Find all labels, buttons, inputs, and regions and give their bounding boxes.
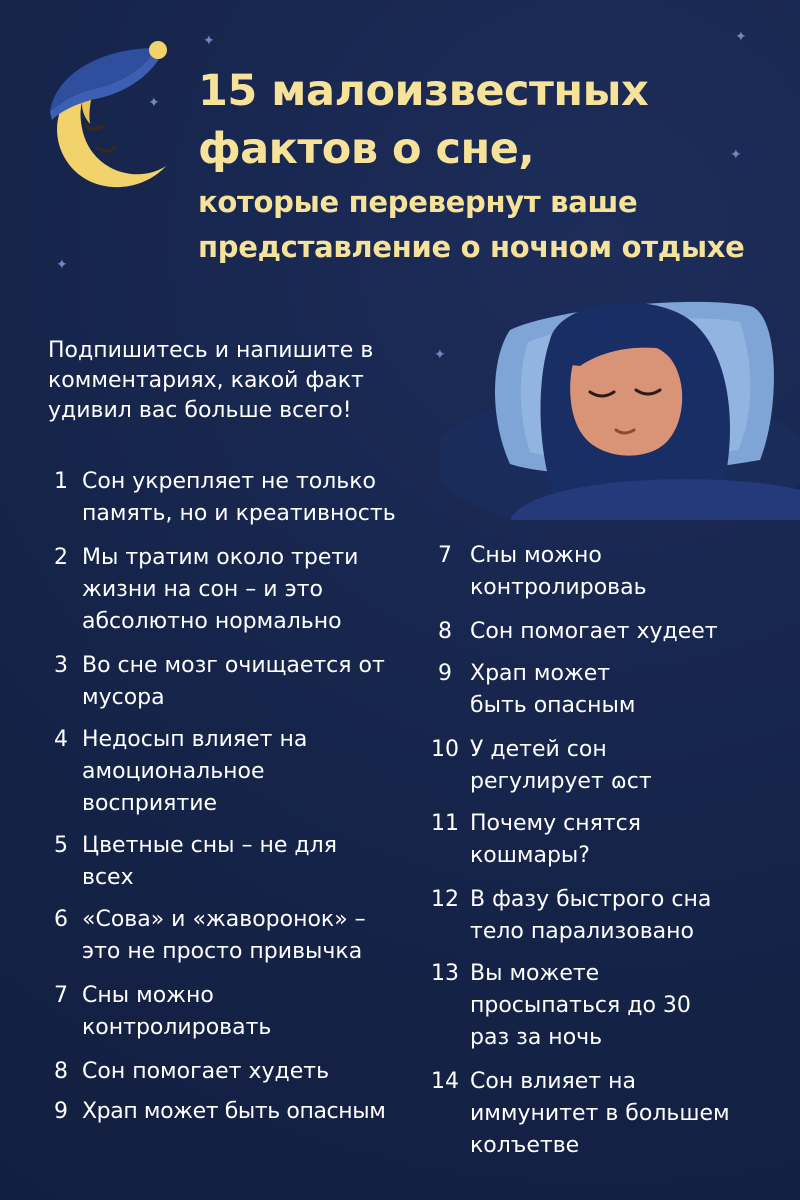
- item-text: Недосып влияет на амоциональное восприятие: [82, 727, 308, 816]
- item-text: Цветные сны – не для всех: [82, 833, 337, 890]
- item-number: 14: [431, 1069, 459, 1094]
- item-number: 7: [438, 543, 452, 568]
- sleeping-woman-illustration: [440, 280, 800, 520]
- list-item: [420, 1066, 800, 1162]
- page-subtitle: которые перевернут ваше представление о ночном отдыхе: [198, 185, 745, 264]
- list-item: [40, 542, 440, 638]
- list-item: [40, 724, 440, 820]
- star-icon: ✦: [735, 29, 747, 45]
- item-number: 7: [54, 983, 68, 1008]
- item-number: 5: [54, 833, 68, 858]
- item-number: 6: [54, 907, 68, 932]
- list-item: [40, 830, 440, 894]
- item-number: 13: [431, 961, 459, 986]
- list-item: [40, 904, 440, 968]
- item-text: Сон влияет на иммунитет в большем колъетве: [470, 1069, 730, 1158]
- item-number: 9: [54, 1099, 68, 1124]
- call-to-action: Подпишитесь и напишите в комментариях, какой факт удивил вас больше всего!: [48, 338, 374, 423]
- list-item: [40, 1096, 440, 1128]
- item-text: Храп может быть опасным: [82, 1099, 386, 1124]
- item-text: Вы можете просыпаться до 30 раз за ночь: [470, 961, 691, 1050]
- item-number: 3: [54, 653, 68, 678]
- list-item: [420, 540, 800, 604]
- star-icon: ✦: [730, 147, 742, 163]
- star-icon: ✦: [56, 257, 68, 273]
- item-text: Мы тратим около трети жизни на сон – и это абсолютно нормально: [82, 545, 359, 634]
- list-item: [40, 980, 440, 1044]
- item-text: Почему снятся кошмары?: [470, 811, 642, 868]
- item-text: У детей сон регулирует ɷст: [470, 737, 652, 794]
- item-number: 11: [431, 811, 459, 836]
- moon-with-nightcap-icon: [38, 38, 188, 198]
- list-item: [40, 466, 440, 530]
- item-number: 10: [431, 737, 459, 762]
- item-text: Во сне мозг очищается от мусора: [82, 653, 385, 710]
- item-number: 2: [54, 545, 68, 570]
- star-icon: ✦: [203, 33, 215, 49]
- list-item: [40, 650, 440, 714]
- item-number: 9: [438, 661, 452, 686]
- item-number: 8: [54, 1059, 68, 1084]
- list-item: [40, 1056, 440, 1088]
- list-item: [420, 658, 800, 722]
- item-text: Сон помогает худеть: [82, 1059, 330, 1084]
- item-number: 4: [54, 727, 68, 752]
- item-text: Храп может быть опасным: [470, 661, 636, 718]
- item-text: В фазу быстрого сна тело парализовано: [470, 887, 712, 944]
- list-item: [420, 734, 800, 798]
- item-text: «Сова» и «жаворонок» – это не просто привычка: [82, 907, 366, 964]
- list-item: [420, 616, 800, 648]
- item-text: Сон помогает худеет: [470, 619, 718, 644]
- star-icon: ✦: [434, 347, 446, 363]
- item-text: Сон укрепляет не только память, но и креативность: [82, 469, 396, 526]
- page-title: 15 малоизвестных фактов о сне,: [198, 66, 649, 174]
- star-icon: ✦: [148, 95, 160, 111]
- list-item: [420, 958, 800, 1054]
- item-number: 12: [431, 887, 459, 912]
- item-text: Сны можно контролировать: [82, 983, 272, 1040]
- list-item: [420, 884, 800, 948]
- list-item: [420, 808, 800, 872]
- item-number: 8: [438, 619, 452, 644]
- item-text: Сны можно контролироваь: [470, 543, 647, 600]
- item-number: 1: [54, 469, 68, 494]
